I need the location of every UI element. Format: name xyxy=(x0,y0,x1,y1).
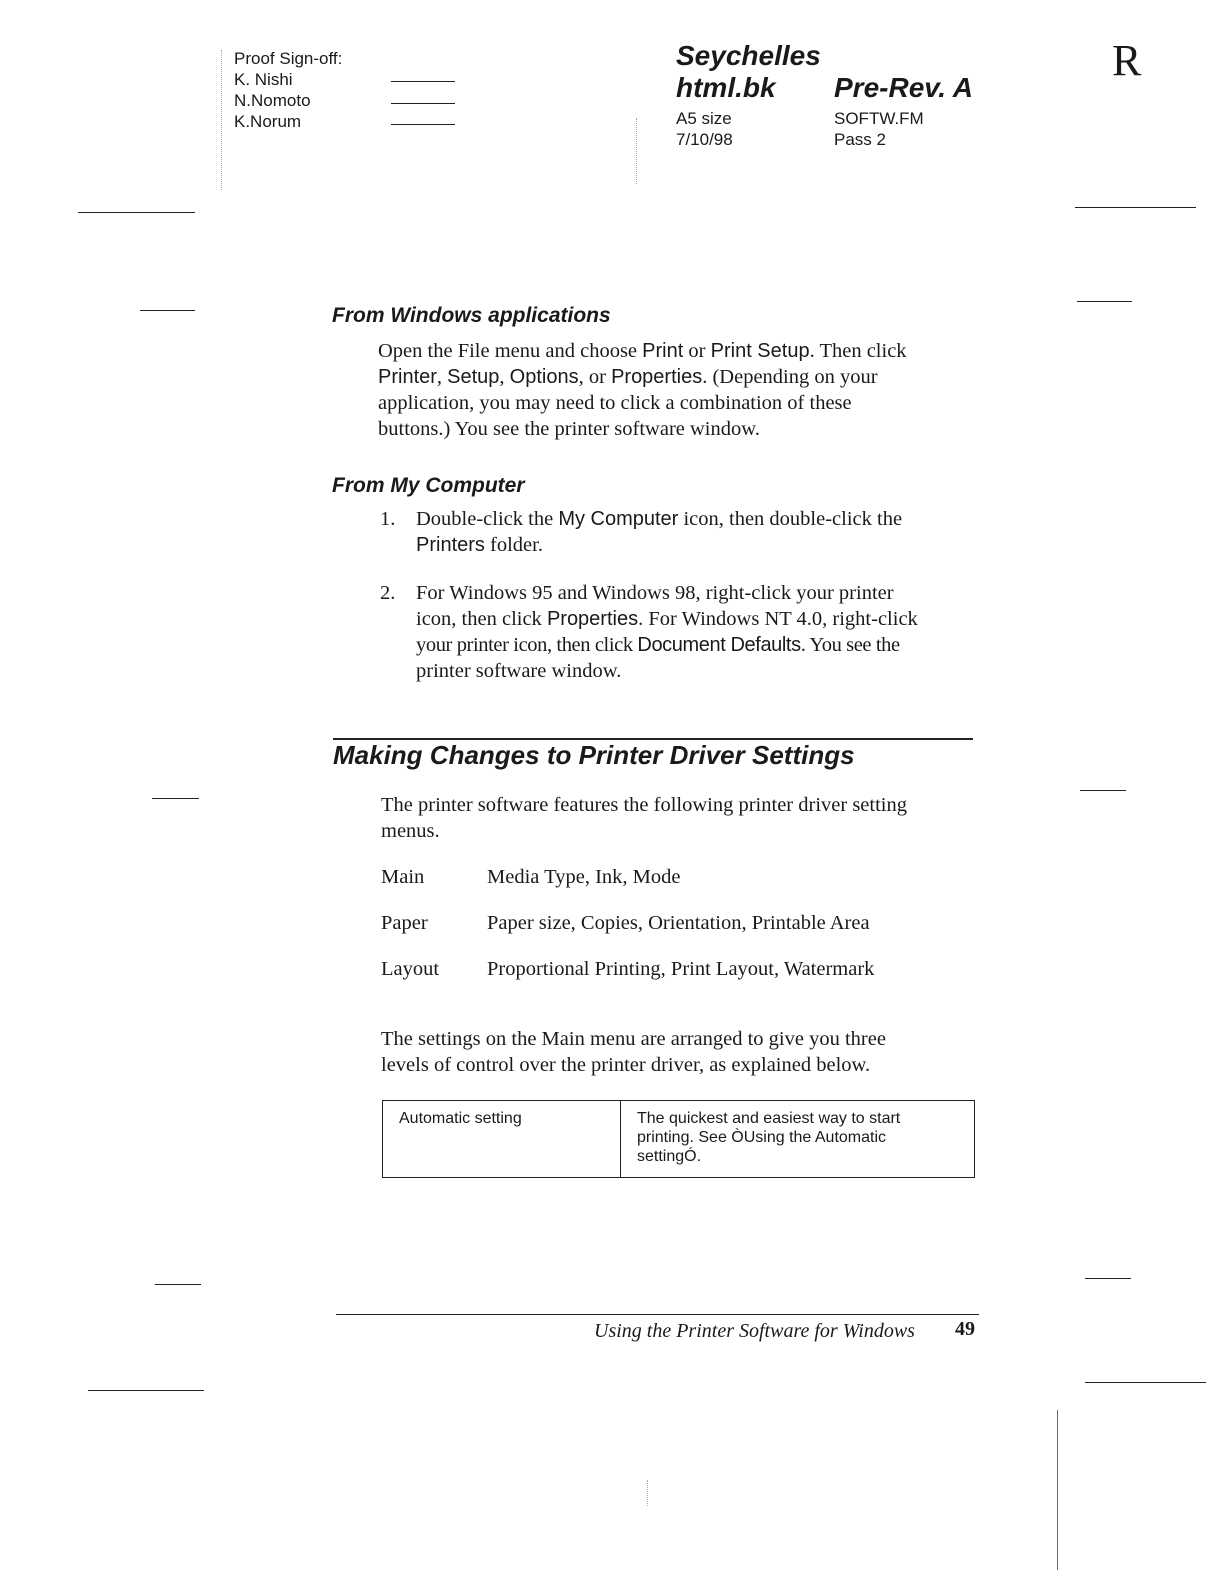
footer-rule xyxy=(336,1314,979,1315)
windows-applications-text: Open the File menu and choose Print or Print Setup. Then click Printer, Setup, Options, or Properties. (Depending on your application, you may need to click a combination of these buttons.) You see the printer software window. xyxy=(378,340,907,440)
heading-windows-applications: From Windows applications xyxy=(332,304,611,327)
table-row xyxy=(383,1101,975,1178)
menu-row xyxy=(381,864,981,890)
menu-name: Main xyxy=(381,866,425,888)
proof-name: K.Norum xyxy=(234,112,302,131)
proof-signoff xyxy=(234,48,342,132)
proof-signoff-title: Proof Sign-off: xyxy=(234,49,343,68)
crop-mark xyxy=(152,798,199,799)
command-name: Properties xyxy=(546,608,639,630)
list-item: 2. For Windows 95 and Windows 98, right-click your printer icon, then click Properties. For Windows NT 4.0, right-click your printer icon, then click Document Defaults. You see the printer software window. xyxy=(380,582,918,682)
button-name: Properties xyxy=(611,366,703,388)
signature-line xyxy=(391,81,455,82)
menu-command: Print Setup xyxy=(710,340,810,362)
revision-label: Pre-Rev. A xyxy=(834,72,974,103)
table-cell-setting: Automatic setting xyxy=(383,1101,621,1178)
crop-mark xyxy=(1075,207,1196,208)
menu-items: Media Type, Ink, Mode xyxy=(487,866,681,888)
crop-mark xyxy=(155,1284,201,1285)
command-name: Document Defaults xyxy=(637,634,801,656)
folder-name: Printers xyxy=(416,534,485,556)
heading-my-computer: From My Computer xyxy=(332,474,525,497)
crop-mark xyxy=(88,1390,204,1391)
button-name: Setup xyxy=(447,366,500,388)
list-item: 1. Double-click the My Computer icon, then double-click the Printers folder. xyxy=(380,508,903,556)
book-name: html.bk xyxy=(676,72,776,103)
crop-mark xyxy=(1085,1382,1206,1383)
proof-margin-dots xyxy=(221,50,222,190)
date: 7/10/98 xyxy=(676,130,733,149)
crop-mark xyxy=(1080,790,1126,791)
crop-mark xyxy=(1077,301,1132,302)
header-margin-dots xyxy=(636,118,637,184)
menu-list xyxy=(381,864,981,982)
signature-line xyxy=(391,103,455,104)
page-size: A5 size xyxy=(676,109,732,128)
menu-name: Paper xyxy=(381,912,428,934)
bottom-margin-dots xyxy=(647,1480,648,1506)
button-name: Printer xyxy=(378,366,437,388)
main-menu-paragraph: The settings on the Main menu are arranged to give you three levels of control over the printer driver, as explained below. xyxy=(381,1028,886,1076)
crop-mark xyxy=(78,212,195,213)
making-changes-intro: The printer software features the following printer driver setting menus. xyxy=(381,794,907,842)
table-cell-description: The quickest and easiest way to start printing. See ÒUsing the Automatic settingÓ. xyxy=(621,1101,975,1178)
icon-name: My Computer xyxy=(558,508,679,530)
signature-line xyxy=(391,124,455,125)
menu-row xyxy=(381,956,981,982)
pass-number: Pass 2 xyxy=(834,130,886,149)
trim-line xyxy=(1057,1410,1058,1570)
project-name: Seychelles xyxy=(676,40,821,71)
proof-name: N.Nomoto xyxy=(234,91,311,110)
menu-row xyxy=(381,910,981,936)
settings-table xyxy=(382,1100,975,1178)
menu-items: Paper size, Copies, Orientation, Printable Area xyxy=(487,912,870,934)
registration-mark: R xyxy=(1112,36,1142,85)
menu-items: Proportional Printing, Print Layout, Watermark xyxy=(487,958,875,980)
menu-name: Layout xyxy=(381,958,440,980)
button-name: Options xyxy=(509,366,579,388)
footer-title: Using the Printer Software for Windows xyxy=(594,1320,915,1342)
page-number: 49 xyxy=(955,1318,975,1340)
proof-name: K. Nishi xyxy=(234,70,293,89)
my-computer-steps xyxy=(380,506,980,684)
file-name: SOFTW.FM xyxy=(834,109,924,128)
menu-command: Print xyxy=(642,340,684,362)
heading-making-changes: Making Changes to Printer Driver Settings xyxy=(333,740,855,770)
crop-mark xyxy=(140,310,195,311)
crop-mark xyxy=(1085,1278,1131,1279)
